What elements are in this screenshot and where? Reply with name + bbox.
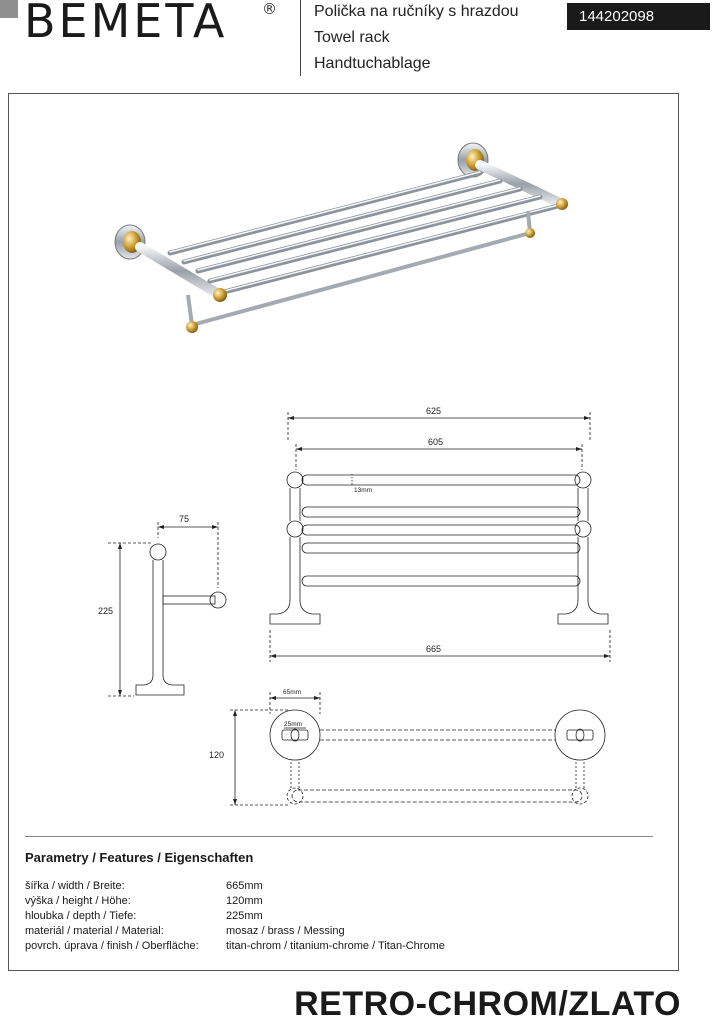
registered-mark: ® [262, 0, 277, 18]
product-title-de: Handtuchablage [314, 55, 431, 72]
dim-605-label: 605 [428, 437, 444, 447]
product-code-badge: 144202098 [567, 3, 710, 30]
header-divider [300, 0, 301, 76]
dim-25mm-label: 25mm [284, 721, 303, 728]
dim-75-label: 75 [179, 514, 190, 524]
brand-logo: BEMETA [24, 0, 228, 48]
feature-value-material: mosaz / brass / Messing [226, 925, 345, 937]
features-title: Parametry / Features / Eigenschaften [25, 850, 254, 865]
features-divider [25, 836, 653, 837]
dim-665-label: 665 [426, 644, 442, 654]
feature-value-finish: titan-chrom / titanium-chrome / Titan-Chrome [226, 940, 445, 952]
product-photo [100, 135, 590, 345]
dim-225-label: 225 [98, 606, 114, 616]
dim-625-label: 625 [426, 406, 442, 416]
feature-label-width: šířka / width / Breite: [25, 880, 125, 892]
product-title-cs: Polička na ručníky s hrazdou [314, 3, 519, 20]
feature-label-height: výška / height / Höhe: [25, 895, 131, 907]
dim-65mm-label: 65mm [283, 689, 302, 696]
feature-label-material: materiál / material / Material: [25, 925, 164, 937]
logo-square-icon [0, 0, 18, 18]
top-view-drawing [200, 680, 620, 815]
feature-label-finish: povrch. úprava / finish / Oberfläche: [25, 940, 199, 952]
feature-value-depth: 225mm [226, 910, 263, 922]
front-view-drawing [260, 400, 630, 670]
feature-label-depth: hloubka / depth / Tiefe: [25, 910, 137, 922]
finish-footer-title: RETRO-CHROM/ZLATO [294, 985, 681, 1023]
feature-value-height: 120mm [226, 895, 263, 907]
product-title-en: Towel rack [314, 29, 390, 46]
feature-value-width: 665mm [226, 880, 263, 892]
dim-120-label: 120 [209, 750, 225, 760]
dim-13mm-label: 13mm [354, 487, 373, 494]
